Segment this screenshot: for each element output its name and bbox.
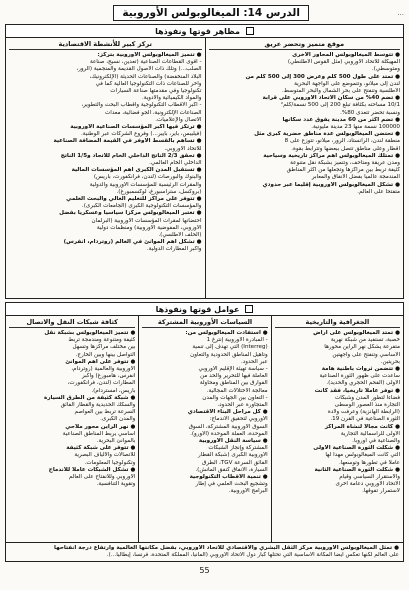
text-line: وتشجيع البحث العلمي في إطار — [195, 481, 268, 488]
text-line: ومتوسطي). — [371, 66, 400, 73]
column-policies-body — [142, 330, 267, 496]
text-line: التواصل بينها وبين الخارج. — [75, 351, 136, 358]
text-line: منطقة لندن، الرانستاد، الرور، ميلانو، تتوزع على 8 — [284, 138, 400, 145]
text-line: متفرعة يشكل نهر الراين محورها — [324, 344, 400, 351]
text-line: فضاءا لتطور المدن وشبكات — [335, 394, 400, 401]
text-line: ● تمثل الميغالوبولس الأوروبية مركز الثقل البشري والاقتصادي للاتحاد الأوروبي، بفضل مكانتها العالمية وارتفاع درجة انفتاحها — [54, 545, 399, 551]
text-line: التجارة منذ العصور الوسطى — [334, 402, 400, 409]
column-policies-heading: السياسات الأوروبية المشتركة — [142, 318, 267, 328]
text-line: (بروكسل، ستراسبورغ، لوكسمبورغ). — [116, 188, 202, 195]
column-geography-heading: الجغرافية والتاريخية — [275, 318, 400, 328]
text-line: الاتصال والإعلاميات. — [155, 116, 202, 123]
column-transport-body — [9, 330, 135, 488]
text-line: العاملة فيها للتحرير والحد من — [200, 373, 268, 380]
text-line: ● تحقق 2/3 الناتج الداخلي الخام للاتحاد و1/5 الناتج — [60, 152, 202, 159]
text-line: ● تتوسط الميغالوبولس المحاور الأخرى — [292, 52, 400, 58]
text-line: ● ترتكز فيها أكبر المؤسسات الصناعية الأوروبية — [70, 124, 202, 131]
text-line: الأولى للرأسمالية التجارية — [340, 430, 400, 437]
text-line: خصبة، تستفيد من شبكة نهرية — [330, 337, 400, 344]
text-line: والسكك الحديدية والقطار الفائق — [60, 402, 136, 409]
text-line: متفتحا على العالم. — [357, 188, 400, 195]
text-line: السيارة، الأنفاق كنفق المانش). — [195, 466, 268, 473]
text-line: كثيفة ومتنوعة ومندمجة تربط — [68, 337, 136, 344]
text-line: ● استفادت الميغالوبولس من: — [185, 330, 268, 336]
text-line: الأطلسية وتنفتح على بحر الشمال والبحر المتوسط. — [281, 88, 400, 95]
text-line: ● تمتد على طول 500 كلم وعرض 300 إلى 500 كلم من — [245, 73, 400, 80]
column-geography-body — [275, 330, 400, 496]
text-line: الداخلي الخام العالمي. — [149, 160, 202, 167]
text-line: وتكنولوجيا المعلومات. — [84, 459, 136, 466]
text-line: للاتحاد الأوروبي. — [164, 145, 202, 152]
text-line: الفائق السرعة TGV، الطرق — [202, 459, 268, 466]
text-line: السوق الأوروبية المشتركة، السوق — [188, 423, 268, 430]
text-line: وتقوية التنافسية. — [96, 481, 136, 488]
text-line: الأساسي وتنفتح على واجهتين — [332, 351, 400, 358]
column-economy — [6, 38, 205, 298]
column-transport-heading: كثافة شبكات النقل والاتصال — [9, 318, 135, 328]
text-line: ● شكلت الثورة الصناعية الثانية — [314, 466, 400, 473]
text-line: ● كل مراحل البناء الاقتصادي — [187, 409, 268, 416]
text-line: الأولى (الفحم الحجري والحديد). — [326, 380, 400, 387]
text-line: الأوروبية الكبرى (شبكة القطار — [198, 452, 268, 459]
text-line: كثيفة تربط بين مراكزها وتجعلها من أكثر المناطق — [286, 167, 400, 174]
text-line: (الرابطة الهانزية) وعرفت ولادة — [327, 409, 400, 416]
text-line: ● تضم 40% من سكان الاتحاد الأوروبي على قرابة — [262, 95, 400, 102]
corner-mark: ... — [397, 9, 404, 17]
column-economy-body — [9, 52, 202, 254]
text-line: ● تحتضن الميغالوبولس عدة مناطق حضرية كبرى مثل — [254, 131, 400, 138]
column-location-body — [209, 52, 401, 196]
text-line: أساسي يربط المناطق الصناعية — [62, 430, 136, 437]
text-line: - المبادرة الأوروبية إنترغ 1 — [206, 337, 268, 344]
section-factors — [5, 302, 404, 562]
text-line: التي كانت الميغالوبولس مهدا لها — [325, 452, 400, 459]
page-number: 55 — [199, 566, 210, 576]
text-line: ونسبة تحضر تتعدى 80%. — [340, 109, 400, 116]
text-line: (الحلف الأطلسي). — [158, 232, 202, 239]
text-line: أنفرس، هامبورغ) وأكبر — [82, 373, 136, 380]
text-line: ● تتميز الميغالوبولس الأوروبية بتركز: — [97, 52, 202, 58]
text-line: - أقوى القطاعات الصناعية (تعدين، نسيج، صناعة — [89, 59, 202, 66]
text-line: المشتركة وإنجاز الشبكات — [208, 445, 268, 452]
column-geography — [271, 316, 403, 542]
section-factors-title: عوامل قوتها ونفوذها — [155, 304, 240, 314]
text-line: ● نهر الراين محور ملاحي — [65, 423, 136, 430]
lesson-title: الدرس 14: الميغالوبولس الأوروبية — [113, 5, 309, 21]
text-line: عبر الحدود. — [241, 358, 268, 365]
section-factors-columns — [6, 316, 403, 542]
text-line: والمدن الكبرى. — [100, 416, 136, 423]
text-line: ● تعتبر الميغالوبولس مركزا سياسيا وعسكريا بفضل — [59, 210, 202, 217]
text-line: والمقرات الرئيسية للمؤسسات الأوروبية والدولية — [89, 181, 202, 188]
text-line: الأوروبي، المفوضية الأوروبية) ومنظمات دولية — [96, 224, 202, 231]
text-line: الموحدة، العملة الموحدة (الأورو). — [190, 430, 268, 437]
column-economy-heading: تركز كبير للأنشطة الاقتصادية — [9, 40, 202, 50]
text-line: ● تمتلك الميغالوبولس أهم مراكز تاريخية وسياحية — [263, 152, 400, 159]
text-line: الأوروبي لتحقيق الاندماج: — [209, 416, 268, 423]
text-line: ● تستقبل المدن الكبرى أهم المؤسسات المالية — [71, 167, 202, 174]
section-strengths — [5, 24, 404, 299]
column-transport — [6, 316, 138, 542]
text-line: المهيكلة للاتحاد الأوروبي (مثل القوس الأطلنطي) — [287, 59, 400, 66]
text-line: على العالم لكنها تعكس أيضا المكانة الأساسية التي تحتلها كبار دول الاتحاد الأوروبي (ألمانيا، المملكة المتحدة، فرنسا، إيطاليا...). — [106, 552, 399, 559]
text-line: المندمجة عالميا بفضل الأنفاق والمعابر — [311, 174, 400, 181]
text-line: ● تمتد الميغالوبولس على أراض — [313, 330, 400, 336]
text-line: ● تساهم بالقسط الأوفر في القيمة المضافة الصناعية — [53, 138, 202, 145]
text-line: وآخر للصناعات ذات التكنولوجيا العالية كما في — [95, 80, 202, 87]
text-line: ● سياسة النقل الأوروبية — [198, 438, 268, 445]
text-line: لاستمرار تفوقها. — [362, 488, 400, 495]
text-line: ● تشكل الشبكات عاملا للاندماج — [48, 466, 136, 473]
text-line: (Interreg) التي تهدف إلى تنمية — [192, 344, 268, 351]
section-factors-heading — [6, 303, 403, 316]
text-line: والبنوك والبورصات (لندن، فرانكفورت، باريس) — [93, 174, 202, 181]
text-line: ومدن عريقة ومتاحف، وتتميز بشبكة نقل متنوعة — [290, 160, 400, 167]
text-line: ● تتوفر على مراكز للتعليم العالي والبحث العلمي — [66, 196, 202, 203]
text-line: ساعدت على ظهور الثورة الصناعية — [319, 373, 400, 380]
text-line: المتجاورة عبر الحدود. — [217, 402, 268, 409]
text-line: بحريتين. — [380, 358, 400, 365]
text-line: باريس، أمستردام). — [91, 387, 136, 394]
text-line: وأكبر المطارات الدولية. — [146, 246, 202, 253]
text-line: 10/1 مساحته بكثافة تبلغ 200 إلى 500 نسمة/كلم² — [280, 102, 400, 109]
text-line: أقطار وعلى مناطق تتصل ببعضها وتترابط بقوة. — [291, 145, 400, 152]
text-line: ● تتميز الميغالوبولس بشبكة نقل — [44, 330, 136, 336]
section-strengths-title: مظاهر قوتها ونفوذها — [155, 26, 240, 36]
conclusion-note — [6, 542, 403, 561]
text-line: ● شكلت الثورة الصناعية الأولى — [313, 445, 400, 452]
text-line: الأوروبية والعالمية (روتردام، — [71, 366, 136, 373]
text-line: الثورة الصناعية في القرن 19. — [330, 416, 400, 423]
column-location-heading: موقع متميز وتحضر عريق — [209, 40, 401, 50]
text-line: والصناعية في أوروبا. — [352, 438, 400, 445]
section-strengths-columns — [6, 38, 403, 298]
text-line: الصناعات الإلكترونية، الجو فضائية، معدات — [105, 109, 202, 116]
text-line: الأوروبي وللانفتاح على العالم — [68, 474, 136, 481]
text-line: البلاد المنخفضة) والصناعات الحديثة (الإلكترونيك، — [89, 73, 202, 80]
text-line: والمؤسسات التكنولوجية الكبرى (الجامعات الكبرى). — [81, 203, 202, 210]
text-line: الفوارق بين المناطق ومحاولة — [199, 380, 268, 387]
text-line: - أكبر الأقطاب التكنولوجية وأقطاب البحث والتطوير، — [81, 102, 202, 109]
text-line: ● تضم أكثر من 60 مدينة يفوق عدد سكانها — [282, 116, 400, 123]
square-bullet-icon — [246, 27, 254, 35]
text-line: - سياسة تهيئة الإقليم الأوروبي — [198, 366, 268, 373]
text-line: (فيليبس، باير، بايير...) وفروع الشركات عبر الوطنية. — [80, 131, 202, 138]
text-line: ● تتوفر على شبكة كثيفة — [66, 445, 136, 452]
text-line: المطارات (لندن، فرانكفورت، — [67, 380, 136, 387]
text-line: احتضانها لمقرات المؤسسات الأوروبية (البرلمان — [91, 217, 202, 224]
text-line: بالموانئ البحرية. — [96, 438, 136, 445]
text-line: وتأهيل المناطق الحدودية والتعاون — [190, 351, 268, 358]
title-bar — [5, 4, 404, 22]
square-bullet-icon — [245, 305, 253, 313]
text-line: البرامج الأوروبية. — [228, 488, 268, 495]
text-line: والاستقرار السياسي وقيام — [339, 474, 400, 481]
text-line: 100000 نسمة منها 23 مدينة مليونية. — [311, 124, 400, 131]
text-line: الصلب...) وتلك ذات الأصول القديمة والمنجمية (الرور، — [76, 66, 202, 73]
column-location — [205, 38, 404, 298]
text-line: الاتحاد الأوروبي دعامة أخرى — [335, 481, 400, 488]
text-line: معالجة الاختلالات المجالية. — [206, 387, 268, 394]
section-strengths-heading — [6, 25, 403, 38]
text-line: ● توفر عاملا تاريخيا، فقد كانت — [314, 387, 400, 394]
text-line: والمواد الكيميائية والأدوية. — [141, 95, 202, 102]
text-line: ● تتوفر على أهم الموانئ — [65, 358, 136, 365]
text-line: السرعة تربط بين العواصم — [74, 409, 136, 416]
text-line: ● شبكة كثيفة من الطرق السيارة — [44, 394, 136, 401]
text-line: ● تشكل الميغالوبولس الأوروبية إقليما عبر حدودي — [262, 181, 400, 188]
text-line: ● كانت مجالا لنشأة المراكز — [324, 423, 400, 430]
column-policies — [138, 316, 270, 542]
text-line: عاملا في تطورها وتوسعها. — [338, 459, 400, 466]
text-line: - التعاون بين الجهات والمدن — [202, 394, 268, 401]
text-line: للاتصالات والألياف البصرية — [74, 452, 136, 459]
text-line: ● تشكل أهم الموانئ في العالم (روتردام، أنفرس) — [63, 239, 202, 246]
text-line: ● تتضمن ثروات باطنية هامة — [321, 366, 400, 373]
text-line: بين مختلف مراكزها وتسهل — [72, 344, 136, 351]
text-line: لندن إلى ميلانو، وتتموضع على الواجهة البحرية — [294, 80, 400, 87]
text-line: تكنولوجيا وفي مقدمتها صناعة السيارات — [110, 88, 202, 95]
text-line: ● تنمية الأقطاب التكنولوجية — [189, 474, 268, 481]
